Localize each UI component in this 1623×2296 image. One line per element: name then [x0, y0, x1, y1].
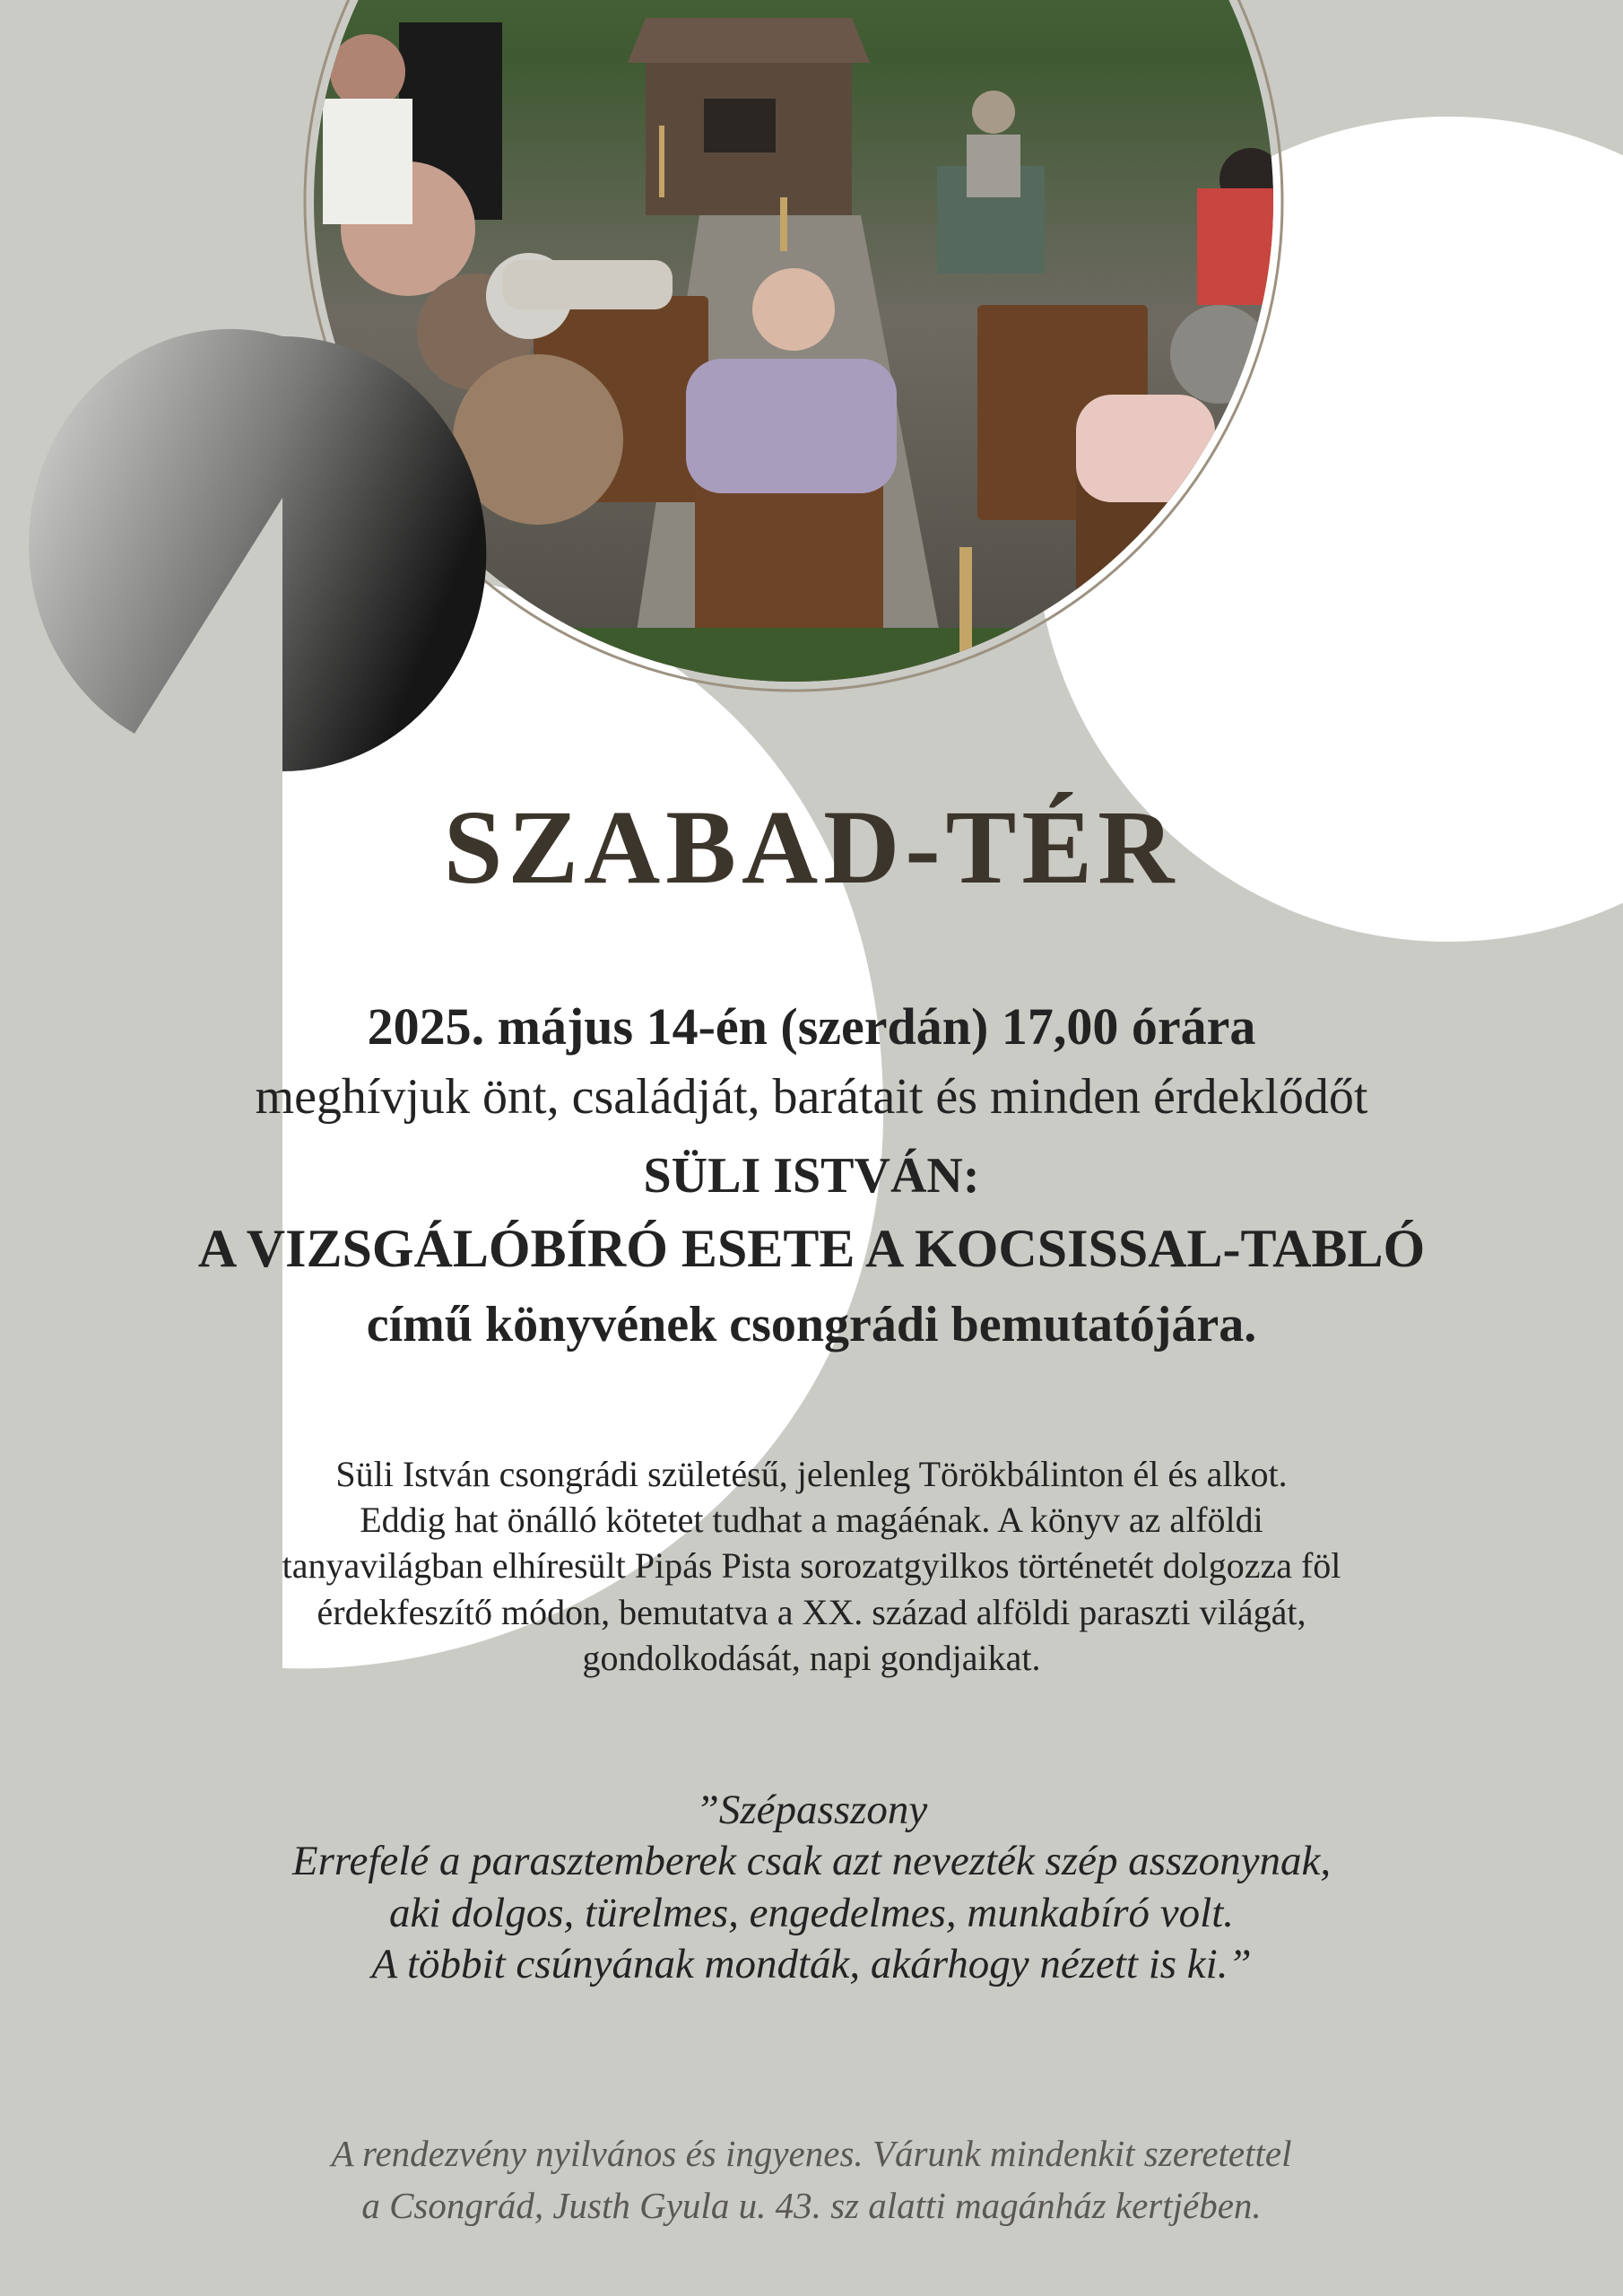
description-line: érdekfeszítő módon, bemutatva a XX. század alföldi paraszti világát,: [317, 1591, 1306, 1632]
description-line: gondolkodását, napi gondjaikat.: [582, 1637, 1041, 1678]
page-title: SZABAD-TÉR: [443, 788, 1180, 906]
description-line: Süli István csongrádi születésű, jelenleg Törökbálinton él és alkot.: [335, 1454, 1288, 1494]
invitation-line: meghívjuk önt, családját, barátait és minden érdeklődőt: [255, 1069, 1368, 1125]
quote-line: A többit csúnyának mondták, akárhogy nézett is ki.”: [371, 1940, 1252, 1987]
description-line: Eddig hat önálló kötetet tudhat a magáénak. A könyv az alföldi: [360, 1500, 1263, 1541]
quote-line: aki dolgos, türelmes, engedelmes, munkabíró volt.: [389, 1889, 1234, 1936]
quote-line: Errefelé a parasztemberek csak azt nevezték szép asszonynak,: [291, 1838, 1332, 1885]
book-title: A VIZSGÁLÓBÍRÓ ESETE A KOCSISSAL-TABLÓ: [197, 1219, 1426, 1278]
dark-gradient-shape: [29, 329, 486, 771]
event-footer: [0, 2127, 1623, 2231]
event-date-line: 2025. május 14-én (szerdán) 17,00 órára: [367, 997, 1256, 1056]
quote-line: ”Szépasszony: [695, 1787, 928, 1833]
author-name: SÜLI ISTVÁN:: [643, 1148, 980, 1204]
description-line: tanyavilágban elhíresült Pipás Pista sorozatgyilkos történetét dolgozza föl: [282, 1545, 1341, 1587]
presentation-line: című könyvének csongrádi bemutatójára.: [366, 1297, 1257, 1352]
book-quote: [0, 1785, 1623, 1990]
book-description: [0, 1451, 1623, 1681]
footer-line: A rendezvény nyilvános és ingyenes. Várunk mindenkit szeretettel: [331, 2133, 1292, 2174]
footer-line: a Csongrád, Justh Gyula u. 43. sz alatti magánház kertjében.: [361, 2185, 1262, 2227]
